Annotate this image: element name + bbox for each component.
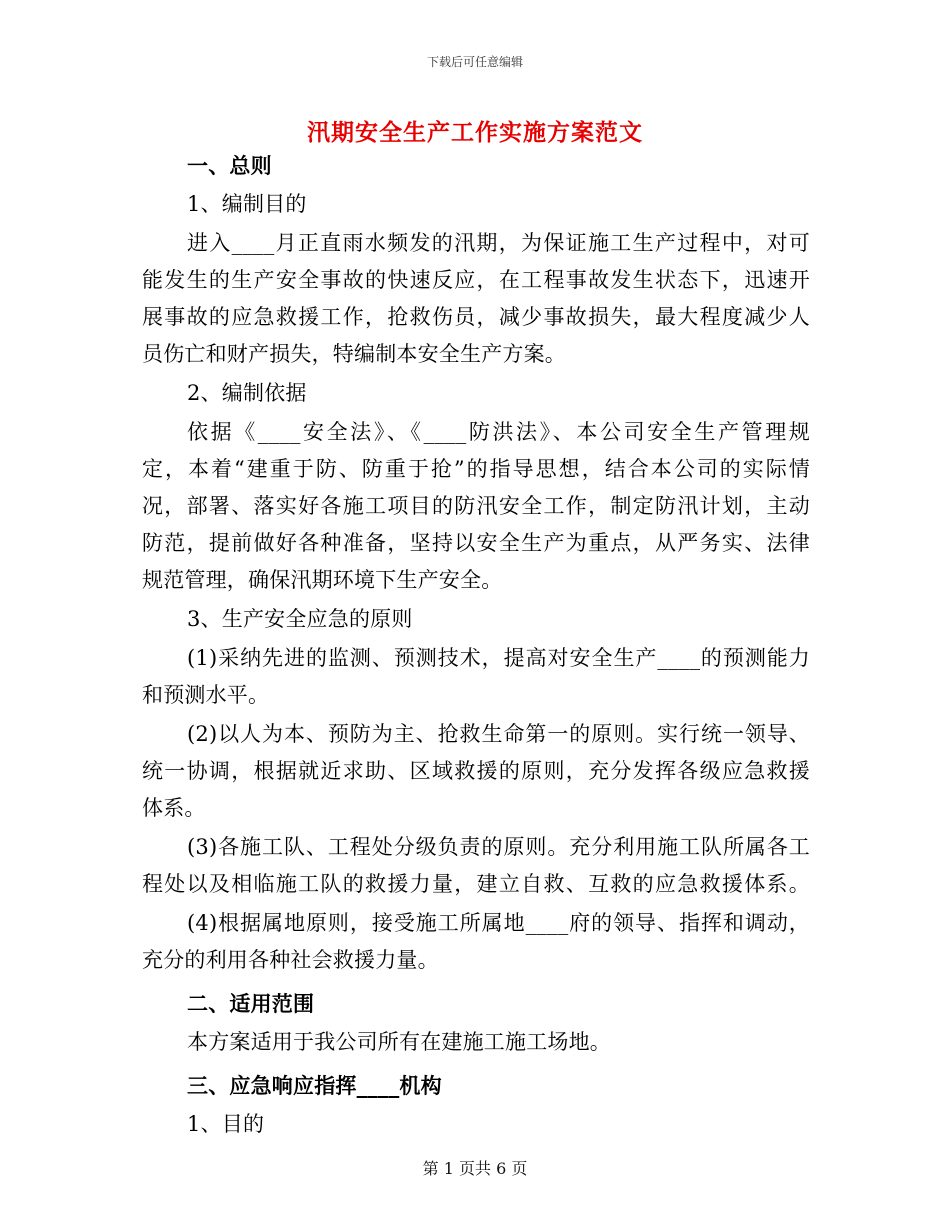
section-heading: 一、总则	[187, 153, 272, 178]
document-body	[142, 147, 810, 1143]
section-heading: 三、应急响应指挥____机构	[187, 1073, 442, 1098]
list-item-line: 程处以及相临施工队的救援力量，建立自救、互救的应急救援体系。	[142, 872, 810, 896]
subsection-heading: 1、编制目的	[187, 192, 307, 216]
list-item-line: 充分的利用各种社会救援力量。	[142, 948, 439, 972]
subsection-heading: 3、生产安全应急的原则	[187, 607, 413, 631]
paragraph-line: 依据《____安全法》、《____防洪法》、本公司安全生产管理规	[187, 420, 810, 444]
subsection-heading: 1、目的	[187, 1112, 265, 1136]
paragraph-line: 展事故的应急救援工作，抢救伤员，减少事故损失，最大程度减少人	[142, 305, 810, 329]
paragraph-line: 定，本着“建重于防、防重于抢”的指导思想，结合本公司的实际情	[142, 457, 810, 481]
list-item-line: (1)采纳先进的监测、预测技术，提高对安全生产____的预测能力	[187, 646, 810, 670]
list-item-line: (3)各施工队、工程处分级负责的原则。充分利用施工队所属各工	[187, 835, 810, 859]
header-note: 下载后可任意编辑	[426, 55, 523, 69]
list-item-line: 统一协调，根据就近求助、区域救援的原则，充分发挥各级应急救援	[142, 759, 810, 783]
document-title: 汛期安全生产工作实施方案范文	[307, 119, 643, 146]
paragraph-line: 进入____月正直雨水频发的汛期，为保证施工生产过程中，对可	[187, 231, 810, 255]
paragraph-line: 能发生的生产安全事故的快速反应，在工程事故发生状态下，迅速开	[142, 268, 810, 292]
list-item-line: (4)根据属地原则，接受施工所属地____府的领导、指挥和调动，	[187, 911, 810, 935]
list-item-line: 体系。	[142, 796, 206, 820]
paragraph-line: 本方案适用于我公司所有在建施工施工场地。	[187, 1030, 611, 1054]
subsection-heading: 2、编制依据	[187, 381, 307, 405]
paragraph-line: 况，部署、落实好各施工项目的防汛安全工作，制定防汛计划，主动	[142, 494, 810, 518]
list-item-line: (2)以人为本、预防为主、抢救生命第一的原则。实行统一领导、	[187, 722, 810, 746]
paragraph-line: 规范管理，确保汛期环境下生产安全。	[142, 568, 503, 592]
section-heading: 二、适用范围	[187, 991, 315, 1016]
page-footer: 第 1 页共 6 页	[422, 1159, 528, 1178]
list-item-line: 和预测水平。	[142, 683, 270, 707]
paragraph-line: 员伤亡和财产损失，特编制本安全生产方案。	[142, 342, 566, 366]
paragraph-line: 防范，提前做好各种准备，坚持以安全生产为重点，从严务实、法律	[142, 531, 810, 555]
